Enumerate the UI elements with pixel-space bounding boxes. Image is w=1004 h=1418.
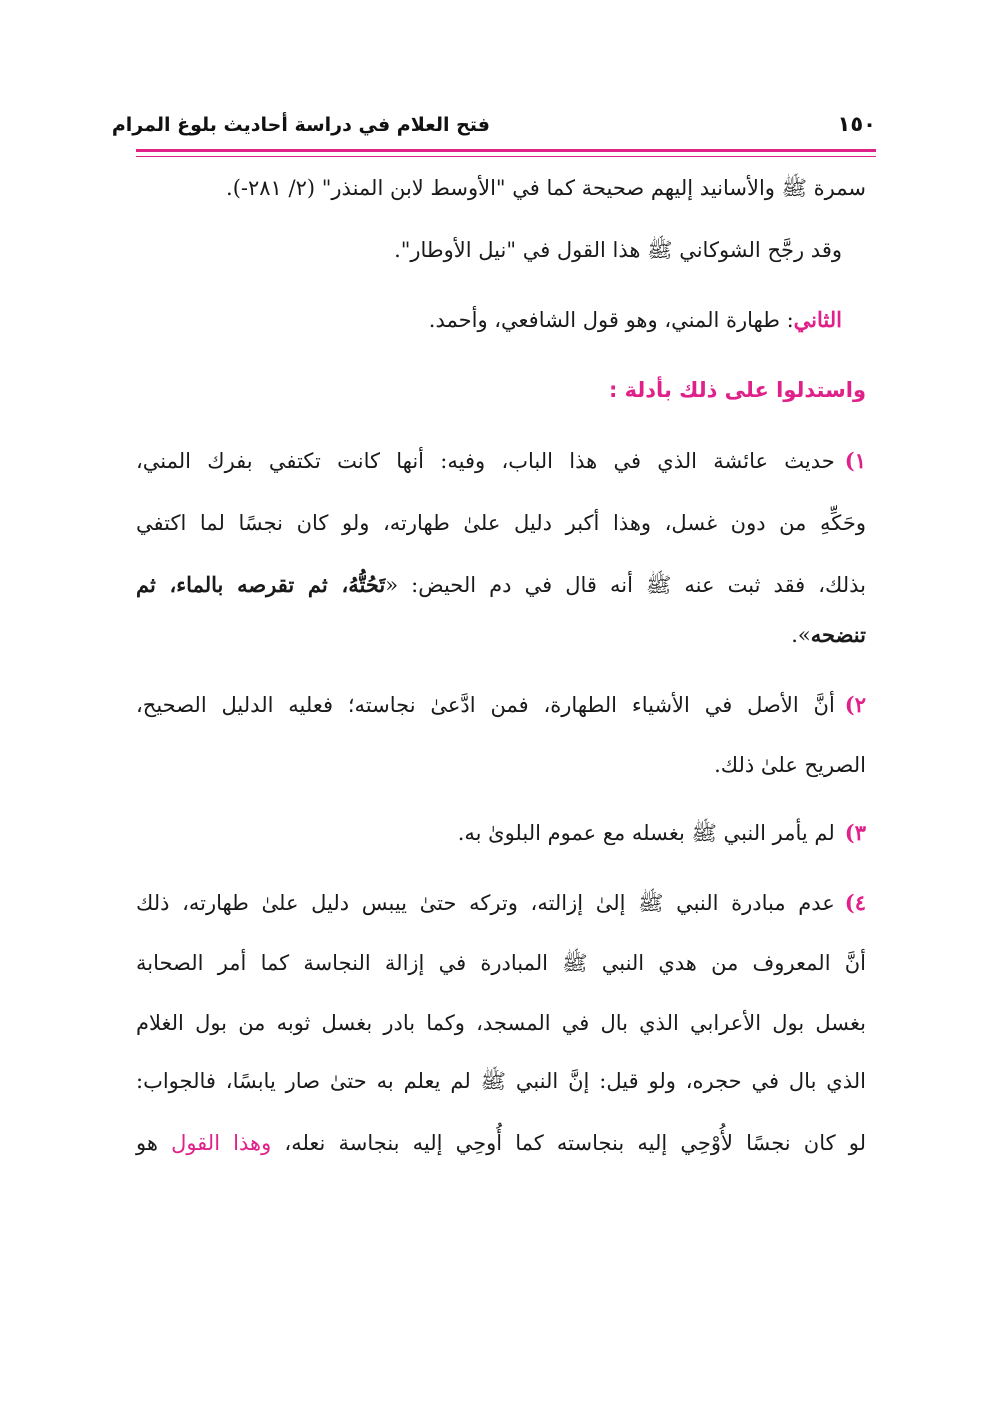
evidence-3-text: لم يأمر النبي ﷺ بغسله مع عموم البلوىٰ به. [457,821,835,845]
evidence-1-line-2: وحَكِّهِ من دون غسل، وهذا أكبر دليل علىٰ طهارته، ولو كان نجسًا لما اكتفي [136,511,866,535]
second-opinion-label: الثاني [793,307,842,332]
evidence-4-line-1 [136,888,866,918]
header-rule-thin [136,156,876,157]
evidence-2-number: ٢) [844,692,866,717]
page-header [111,112,876,148]
running-title: فتح العلام في دراسة أحاديث بلوغ المرام [111,114,490,136]
second-opinion-text: : طهارة المني، وهو قول الشافعي، وأحمد. [428,308,794,332]
evidence-3-number: ٣) [844,820,866,845]
continuation-word: هو [136,1131,172,1155]
text-line-1: سمرة ﷺ والأسانيد إليهم صحيحة كما في "الأوسط لابن المنذر" (٢/ ٢٨١-). [226,176,866,200]
text-line-2: وقد رجَّح الشوكاني ﷺ هذا القول في "نيل الأوطار". [394,238,842,262]
evidence-4-line-3: بغسل بول الأعرابي الذي بال في المسجد، وكما بادر بغسل ثوبه من بول الغلام [136,1011,866,1035]
evidence-4-line-2: أنَّ المعروف من هدي النبي ﷺ المبادرة في إزالة النجاسة كما أمر الصحابة [136,951,866,975]
text-line-3 [136,305,842,335]
evidence-1-line-3 [136,570,866,600]
evidence-2-line-1 [136,690,866,720]
highlighted-phrase: وهذا القول [171,1131,272,1155]
evidence-1-text: حديث عائشة الذي في هذا الباب، وفيه: أنها كانت تكتفي بفرك المني، [136,449,835,473]
quote-close: ». [791,623,811,647]
evidence-4-text: عدم مبادرة النبي ﷺ إلىٰ إزالته، وتركه حتىٰ ييبس دليل علىٰ طهارته، ذلك [136,891,835,915]
evidence-2-line-2: الصريح علىٰ ذلك. [714,753,866,777]
evidence-1-line-1 [136,446,866,476]
evidence-1-line-4 [136,620,866,650]
evidence-4-line-5 [136,1128,866,1158]
evidence-2-text: أنَّ الأصل في الأشياء الطهارة، فمن ادَّعىٰ نجاسته؛ فعليه الدليل الصحيح، [136,693,835,717]
evidence-1-number: ١) [844,448,866,473]
section-heading: واستدلوا على ذلك بأدلة : [608,378,866,402]
evidence-4-text-end: لو كان نجسًا لأُوْحِي إليه بنجاسته كما أُوحِي إليه بنجاسة نعله، [271,1131,866,1155]
hadith-quote-end: تنضحه [810,622,866,647]
evidence-3-line-1 [136,818,866,848]
evidence-4-number: ٤) [844,890,866,915]
hadith-quote: تَحُتُّهُ، ثم تقرصه بالماء، ثم [136,572,386,597]
evidence-4-line-4: الذي بال في حجره، ولو قيل: إنَّ النبي ﷺ لم يعلم به حتىٰ صار يابسًا، فالجواب: [136,1069,866,1093]
page-number: ١٥٠ [837,112,876,136]
header-rule-thick [136,149,876,152]
hadith-intro: بذلك، فقد ثبت عنه ﷺ أنه قال في دم الحيض: « [385,573,866,597]
